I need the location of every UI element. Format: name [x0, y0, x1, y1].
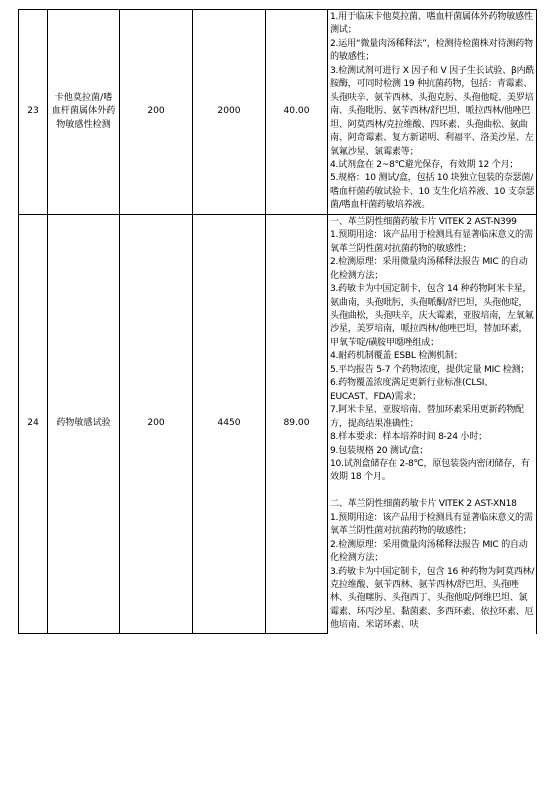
unit-price: 2000	[193, 10, 266, 215]
unit-price: 4450	[193, 214, 266, 634]
item-name: 卡他莫拉菌/嗜血杆菌属体外药物敏感性检测	[48, 10, 120, 215]
amount: 89.00	[266, 214, 328, 634]
section-heading: 一、革兰阴性细菌药敏卡片 VITEK 2 AST-N399	[330, 216, 517, 227]
spec-line: 1.用于临床卡他莫拉菌、嗜血杆菌属体外药物敏感性测试；	[330, 12, 533, 36]
spec-line: 4.试剂盒在 2~8℃避光保存，有效期 12 个月；	[330, 159, 519, 170]
quantity: 200	[120, 10, 193, 215]
spec-line: 2.运用“微量肉汤稀释法”，检测待检菌株对待测药物的敏感性；	[330, 38, 533, 63]
row-number: 23	[19, 10, 48, 215]
spec-line: 2.检测原理：采用微量肉汤稀释法报告 MIC 的自动化检测方法；	[330, 539, 528, 564]
spec-line: 7.阿米卡星、亚胺培南、替加环素采用更新药物配方，提高结果准确性；	[330, 405, 524, 429]
spec-line: 10.试剂盒储存在 2-8℃，原包装袋内密闭储存，有效期 18 个月。	[330, 458, 530, 483]
spec-line: 9.包装规格 20 测试/盒；	[330, 445, 429, 456]
spec-line: 3.药敏卡为中国定制卡，包含 16 种药物为阿莫西林/克拉维酸、氨苄西林、氨苄西林/舒巴坦、头孢唑林、头孢噻肟、头孢西丁、头孢他啶/阿维巴坦、氯霉素、环丙沙星、黏菌素、多西环素、依拉环素、厄他培南、米诺环素、呋	[330, 566, 535, 631]
quantity: 200	[120, 214, 193, 634]
row-number: 24	[19, 214, 48, 634]
section-heading: 二、革兰阴性细菌药敏卡片 VITEK 2 AST-XN18	[330, 499, 517, 510]
spec-line: 6.药物覆盖浓度满足更新行业标准(CLSI、EUCAST、FDA)需求；	[330, 378, 494, 402]
spec-line: 3.药敏卡为中国定制卡，包含 14 种药物阿米卡星，氨曲南，头孢吡肟，头孢哌酮/舒巴坦，头孢他啶，头孢曲松，头孢呋辛，庆大霉素，亚胺培南，左氧氟沙星，美罗培南，哌拉西林/他唑巴坦，替加环素，甲氧苄啶/磺胺甲噁唑组成；	[330, 284, 534, 348]
spec-line: 1.预期用途：该产品用于检测具有显著临床意义的需氧革兰阴性菌对抗菌药物的敏感性；	[330, 512, 533, 537]
amount: 40.00	[266, 10, 328, 215]
table-row	[19, 10, 537, 215]
blank-line	[330, 485, 535, 498]
spec-line: 5.规格：10 测试/盒，包括 10 块独立包装的奈瑟菌/嗜血杆菌药敏试验卡、10 支生化培养液、10 支奈瑟菌/嗜血杆菌药敏培养液。	[330, 173, 535, 211]
spec-line: 1.预期用途：该产品用于检测具有显著临床意义的需氧革兰阴性菌对抗菌药物的敏感性；	[330, 230, 533, 254]
spec-line: 4.耐药机制覆盖 ESBL 检测机制；	[330, 351, 463, 362]
spec-line: 2.检测原理：采用微量肉汤稀释法报告 MIC 的自动化检测方法；	[330, 257, 528, 281]
specification-cell	[328, 10, 537, 215]
specification-cell	[328, 214, 537, 634]
spec-line: 3.检测试剂可进行 X 因子和 V 因子生长试验、β内酰胺酶，可同时检测 19 种抗菌药物，包括：青霉素、头孢呋辛、氨苄西林、头孢克肟、头孢他啶、美罗培南、头孢吡肟、氨苄西林/舒巴坦、哌拉西林/他唑巴坦、阿莫西林/克拉维酸、四环素、头孢曲松、氨曲南、阿奇霉素、复方新诺明、利福平、洛美沙星、左氧氟沙星、氯霉素等；	[330, 65, 535, 157]
procurement-table	[18, 9, 537, 634]
spec-line: 5.平均报告 5-7 个药物浓度，提供定量 MIC 检测；	[330, 364, 530, 375]
spec-line: 8.样本要求：样本培养时间 8-24 小时；	[330, 432, 487, 443]
table-row	[19, 214, 537, 634]
item-name: 药物敏感试验	[48, 214, 120, 634]
